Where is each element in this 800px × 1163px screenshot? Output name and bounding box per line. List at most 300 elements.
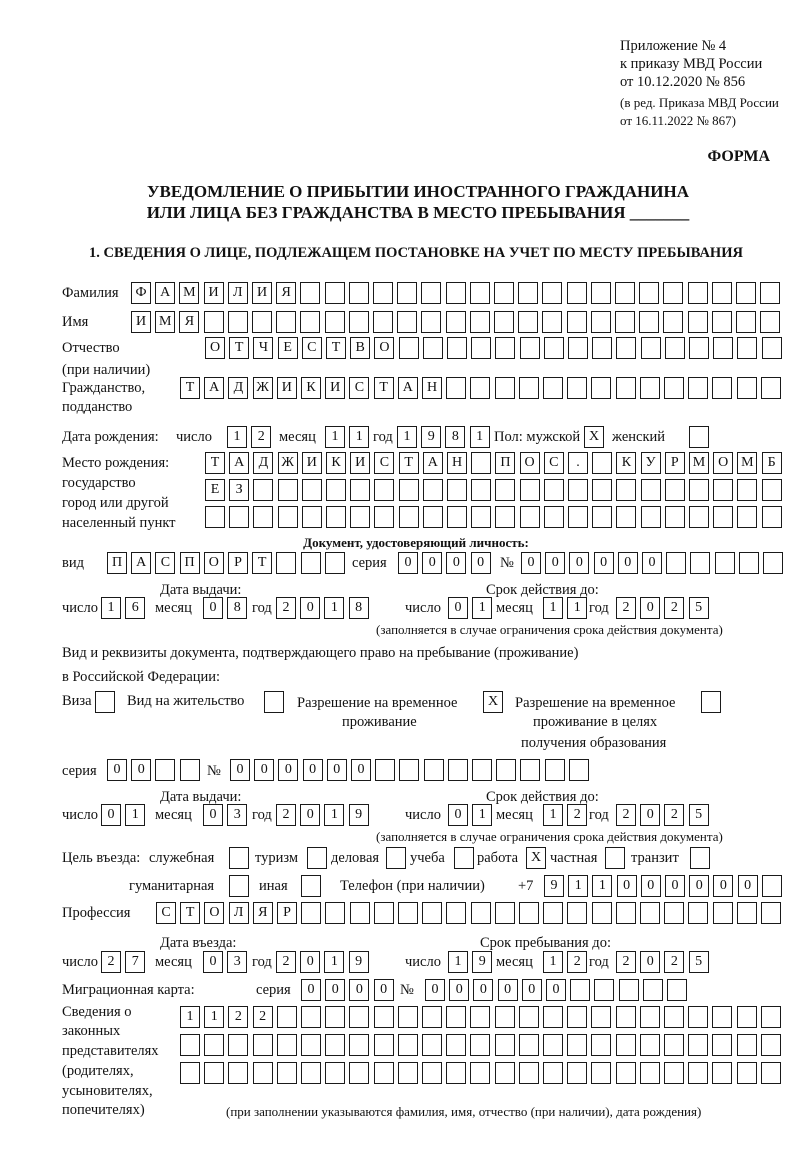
- name-cell[interactable]: [276, 311, 296, 333]
- profession-cell[interactable]: [471, 902, 491, 924]
- phone-cell[interactable]: 0: [689, 875, 709, 897]
- profession-cell[interactable]: [495, 902, 515, 924]
- birthplace-row3-cell[interactable]: [495, 506, 515, 528]
- year-cell[interactable]: 2: [276, 597, 296, 619]
- patronymic-cell[interactable]: [568, 337, 588, 359]
- representatives-row1-cell[interactable]: [495, 1006, 515, 1028]
- purpose-checkbox[interactable]: [690, 847, 710, 869]
- stay-doc-number-cell[interactable]: 0: [230, 759, 250, 781]
- birthplace-row1-cell[interactable]: К: [326, 452, 346, 474]
- representatives-row2-cell[interactable]: [325, 1034, 345, 1056]
- profession-cell[interactable]: [446, 902, 466, 924]
- migration-card-number-cell[interactable]: [570, 979, 590, 1001]
- citizenship-cell[interactable]: Т: [374, 377, 394, 399]
- profession-cell[interactable]: [422, 902, 442, 924]
- surname-cell[interactable]: И: [252, 282, 272, 304]
- representatives-row3-cell[interactable]: [495, 1062, 515, 1084]
- migration-card-series-cell[interactable]: 0: [349, 979, 369, 1001]
- citizenship-cell[interactable]: [470, 377, 490, 399]
- birthplace-row1-cell[interactable]: [592, 452, 612, 474]
- birthplace-row1-cell[interactable]: Б: [762, 452, 782, 474]
- migration-card-number-cell[interactable]: [667, 979, 687, 1001]
- day-cell[interactable]: 0: [101, 804, 121, 826]
- birthplace-row1-cell[interactable]: [471, 452, 491, 474]
- birthplace-row1-cell[interactable]: М: [737, 452, 757, 474]
- birthplace-row2-cell[interactable]: [495, 479, 515, 501]
- birth-day-cell[interactable]: 1: [227, 426, 247, 448]
- birthplace-row2-cell[interactable]: [641, 479, 661, 501]
- purpose-checkbox[interactable]: [229, 847, 249, 869]
- citizenship-cell[interactable]: Т: [180, 377, 200, 399]
- representatives-row1-cell[interactable]: [761, 1006, 781, 1028]
- citizenship-cell[interactable]: [664, 377, 684, 399]
- purpose-checkbox[interactable]: [301, 875, 321, 897]
- trp-checkbox[interactable]: X: [483, 691, 503, 713]
- birthplace-row1-cell[interactable]: О: [520, 452, 540, 474]
- citizenship-cell[interactable]: [761, 377, 781, 399]
- surname-cell[interactable]: [349, 282, 369, 304]
- id-doc-type-cell[interactable]: Т: [252, 552, 272, 574]
- migration-card-series-cell[interactable]: 0: [325, 979, 345, 1001]
- birthplace-row3-cell[interactable]: [544, 506, 564, 528]
- patronymic-cell[interactable]: [713, 337, 733, 359]
- representatives-row2-cell[interactable]: [204, 1034, 224, 1056]
- id-doc-series-cell[interactable]: 0: [471, 552, 491, 574]
- stay-doc-number-cell[interactable]: 0: [327, 759, 347, 781]
- phone-cell[interactable]: 0: [713, 875, 733, 897]
- representatives-row2-cell[interactable]: [470, 1034, 490, 1056]
- representatives-row1-cell[interactable]: [616, 1006, 636, 1028]
- birthplace-row2-cell[interactable]: Е: [205, 479, 225, 501]
- representatives-row2-cell[interactable]: [591, 1034, 611, 1056]
- year-cell[interactable]: 2: [664, 804, 684, 826]
- representatives-row2-cell[interactable]: [301, 1034, 321, 1056]
- citizenship-cell[interactable]: [446, 377, 466, 399]
- name-cell[interactable]: [325, 311, 345, 333]
- birthplace-row3-cell[interactable]: [423, 506, 443, 528]
- birthplace-row2-cell[interactable]: [471, 479, 491, 501]
- migration-card-series-cell[interactable]: 0: [374, 979, 394, 1001]
- month-cell[interactable]: 1: [543, 951, 563, 973]
- surname-cell[interactable]: Я: [276, 282, 296, 304]
- birthplace-row1-cell[interactable]: А: [229, 452, 249, 474]
- phone-cell[interactable]: 1: [568, 875, 588, 897]
- representatives-row3-cell[interactable]: [446, 1062, 466, 1084]
- citizenship-cell[interactable]: [591, 377, 611, 399]
- patronymic-cell[interactable]: [592, 337, 612, 359]
- migration-card-number-cell[interactable]: 0: [498, 979, 518, 1001]
- representatives-row3-cell[interactable]: [277, 1062, 297, 1084]
- representatives-row2-cell[interactable]: [495, 1034, 515, 1056]
- visa-checkbox[interactable]: [95, 691, 115, 713]
- stay-doc-series-cell[interactable]: [180, 759, 200, 781]
- representatives-row1-cell[interactable]: [737, 1006, 757, 1028]
- birthplace-row2-cell[interactable]: [520, 479, 540, 501]
- name-cell[interactable]: [591, 311, 611, 333]
- birthplace-row3-cell[interactable]: [641, 506, 661, 528]
- surname-cell[interactable]: [373, 282, 393, 304]
- profession-cell[interactable]: [713, 902, 733, 924]
- representatives-row2-cell[interactable]: [277, 1034, 297, 1056]
- stay-doc-number-cell[interactable]: 0: [254, 759, 274, 781]
- representatives-row2-cell[interactable]: [640, 1034, 660, 1056]
- purpose-checkbox[interactable]: [605, 847, 625, 869]
- year-cell[interactable]: 9: [349, 804, 369, 826]
- representatives-row3-cell[interactable]: [664, 1062, 684, 1084]
- sex-male-checkbox[interactable]: X: [584, 426, 604, 448]
- profession-cell[interactable]: [761, 902, 781, 924]
- name-cell[interactable]: [615, 311, 635, 333]
- surname-cell[interactable]: [470, 282, 490, 304]
- day-cell[interactable]: 1: [472, 597, 492, 619]
- birthplace-row3-cell[interactable]: [616, 506, 636, 528]
- representatives-row3-cell[interactable]: [712, 1062, 732, 1084]
- citizenship-cell[interactable]: [712, 377, 732, 399]
- birthplace-row3-cell[interactable]: [374, 506, 394, 528]
- profession-cell[interactable]: Т: [180, 902, 200, 924]
- birthplace-row2-cell[interactable]: [689, 479, 709, 501]
- surname-cell[interactable]: [542, 282, 562, 304]
- representatives-row3-cell[interactable]: [543, 1062, 563, 1084]
- citizenship-cell[interactable]: [688, 377, 708, 399]
- birth-year-cell[interactable]: 1: [470, 426, 490, 448]
- id-doc-number-cell[interactable]: 0: [569, 552, 589, 574]
- purpose-checkbox[interactable]: [386, 847, 406, 869]
- birthplace-row3-cell[interactable]: [253, 506, 273, 528]
- phone-cell[interactable]: 0: [641, 875, 661, 897]
- surname-cell[interactable]: [615, 282, 635, 304]
- id-doc-series-cell[interactable]: 0: [446, 552, 466, 574]
- birth-month-cell[interactable]: 1: [349, 426, 369, 448]
- year-cell[interactable]: 0: [300, 597, 320, 619]
- profession-cell[interactable]: [325, 902, 345, 924]
- id-doc-number-cell[interactable]: [666, 552, 686, 574]
- birthplace-row2-cell[interactable]: [350, 479, 370, 501]
- migration-card-series-cell[interactable]: 0: [301, 979, 321, 1001]
- representatives-row2-cell[interactable]: [543, 1034, 563, 1056]
- year-cell[interactable]: 5: [689, 804, 709, 826]
- profession-cell[interactable]: [592, 902, 612, 924]
- birthplace-row2-cell[interactable]: [762, 479, 782, 501]
- surname-cell[interactable]: [494, 282, 514, 304]
- stay-doc-number-cell[interactable]: [424, 759, 444, 781]
- birthplace-row3-cell[interactable]: [737, 506, 757, 528]
- surname-cell[interactable]: Л: [228, 282, 248, 304]
- purpose-checkbox[interactable]: [307, 847, 327, 869]
- representatives-row2-cell[interactable]: [664, 1034, 684, 1056]
- patronymic-cell[interactable]: Е: [278, 337, 298, 359]
- birthplace-row3-cell[interactable]: [520, 506, 540, 528]
- representatives-row2-cell[interactable]: [422, 1034, 442, 1056]
- representatives-row1-cell[interactable]: [374, 1006, 394, 1028]
- birthplace-row2-cell[interactable]: [592, 479, 612, 501]
- birthplace-row2-cell[interactable]: [423, 479, 443, 501]
- birth-day-cell[interactable]: 2: [251, 426, 271, 448]
- representatives-row3-cell[interactable]: [349, 1062, 369, 1084]
- birthplace-row2-cell[interactable]: [326, 479, 346, 501]
- birthplace-row1-cell[interactable]: И: [350, 452, 370, 474]
- representatives-row1-cell[interactable]: [277, 1006, 297, 1028]
- representatives-row1-cell[interactable]: [640, 1006, 660, 1028]
- day-cell[interactable]: 1: [448, 951, 468, 973]
- birthplace-row3-cell[interactable]: [665, 506, 685, 528]
- representatives-row3-cell[interactable]: [688, 1062, 708, 1084]
- month-cell[interactable]: 1: [567, 597, 587, 619]
- month-cell[interactable]: 3: [227, 951, 247, 973]
- surname-cell[interactable]: [518, 282, 538, 304]
- phone-cell[interactable]: 0: [738, 875, 758, 897]
- birthplace-row1-cell[interactable]: И: [302, 452, 322, 474]
- residence-checkbox[interactable]: [264, 691, 284, 713]
- representatives-row1-cell[interactable]: [446, 1006, 466, 1028]
- citizenship-cell[interactable]: Д: [228, 377, 248, 399]
- birthplace-row3-cell[interactable]: [713, 506, 733, 528]
- day-cell[interactable]: 6: [125, 597, 145, 619]
- year-cell[interactable]: 2: [276, 804, 296, 826]
- representatives-row1-cell[interactable]: 1: [204, 1006, 224, 1028]
- birthplace-row1-cell[interactable]: У: [641, 452, 661, 474]
- representatives-row2-cell[interactable]: [519, 1034, 539, 1056]
- id-doc-number-cell[interactable]: [715, 552, 735, 574]
- representatives-row1-cell[interactable]: [567, 1006, 587, 1028]
- birthplace-row1-cell[interactable]: Н: [447, 452, 467, 474]
- citizenship-cell[interactable]: С: [349, 377, 369, 399]
- birthplace-row3-cell[interactable]: [568, 506, 588, 528]
- id-doc-number-cell[interactable]: [690, 552, 710, 574]
- name-cell[interactable]: [300, 311, 320, 333]
- citizenship-cell[interactable]: [495, 377, 515, 399]
- representatives-row1-cell[interactable]: [301, 1006, 321, 1028]
- year-cell[interactable]: 1: [324, 951, 344, 973]
- birthplace-row1-cell[interactable]: Р: [665, 452, 685, 474]
- birthplace-row1-cell[interactable]: О: [713, 452, 733, 474]
- birthplace-row3-cell[interactable]: [447, 506, 467, 528]
- citizenship-cell[interactable]: И: [325, 377, 345, 399]
- day-cell[interactable]: 7: [125, 951, 145, 973]
- patronymic-cell[interactable]: В: [350, 337, 370, 359]
- patronymic-cell[interactable]: [447, 337, 467, 359]
- birthplace-row1-cell[interactable]: К: [616, 452, 636, 474]
- day-cell[interactable]: 0: [448, 804, 468, 826]
- stay-doc-number-cell[interactable]: [496, 759, 516, 781]
- name-cell[interactable]: [421, 311, 441, 333]
- citizenship-cell[interactable]: А: [204, 377, 224, 399]
- migration-card-number-cell[interactable]: [619, 979, 639, 1001]
- surname-cell[interactable]: А: [155, 282, 175, 304]
- patronymic-cell[interactable]: [495, 337, 515, 359]
- name-cell[interactable]: [204, 311, 224, 333]
- birthplace-row3-cell[interactable]: [471, 506, 491, 528]
- id-doc-number-cell[interactable]: 0: [618, 552, 638, 574]
- birthplace-row2-cell[interactable]: [665, 479, 685, 501]
- name-cell[interactable]: И: [131, 311, 151, 333]
- year-cell[interactable]: 2: [276, 951, 296, 973]
- representatives-row3-cell[interactable]: [591, 1062, 611, 1084]
- year-cell[interactable]: 2: [664, 597, 684, 619]
- representatives-row1-cell[interactable]: 2: [253, 1006, 273, 1028]
- year-cell[interactable]: 5: [689, 951, 709, 973]
- representatives-row3-cell[interactable]: [567, 1062, 587, 1084]
- citizenship-cell[interactable]: К: [301, 377, 321, 399]
- migration-card-number-cell[interactable]: 0: [522, 979, 542, 1001]
- representatives-row1-cell[interactable]: [325, 1006, 345, 1028]
- profession-cell[interactable]: С: [156, 902, 176, 924]
- id-doc-type-cell[interactable]: С: [155, 552, 175, 574]
- stay-doc-number-cell[interactable]: [520, 759, 540, 781]
- profession-cell[interactable]: [350, 902, 370, 924]
- surname-cell[interactable]: [688, 282, 708, 304]
- month-cell[interactable]: 3: [227, 804, 247, 826]
- birthplace-row3-cell[interactable]: [205, 506, 225, 528]
- surname-cell[interactable]: [567, 282, 587, 304]
- migration-card-number-cell[interactable]: 0: [449, 979, 469, 1001]
- profession-cell[interactable]: [301, 902, 321, 924]
- id-doc-number-cell[interactable]: 0: [594, 552, 614, 574]
- year-cell[interactable]: 0: [640, 951, 660, 973]
- profession-cell[interactable]: [567, 902, 587, 924]
- representatives-row2-cell[interactable]: [567, 1034, 587, 1056]
- id-doc-number-cell[interactable]: [763, 552, 783, 574]
- stay-doc-series-cell[interactable]: 0: [131, 759, 151, 781]
- birthplace-row2-cell[interactable]: [737, 479, 757, 501]
- representatives-row2-cell[interactable]: [398, 1034, 418, 1056]
- representatives-row2-cell[interactable]: [253, 1034, 273, 1056]
- name-cell[interactable]: [688, 311, 708, 333]
- representatives-row1-cell[interactable]: 1: [180, 1006, 200, 1028]
- birthplace-row1-cell[interactable]: С: [374, 452, 394, 474]
- day-cell[interactable]: 2: [101, 951, 121, 973]
- year-cell[interactable]: 2: [616, 951, 636, 973]
- profession-cell[interactable]: [519, 902, 539, 924]
- birthplace-row1-cell[interactable]: М: [689, 452, 709, 474]
- patronymic-cell[interactable]: О: [374, 337, 394, 359]
- year-cell[interactable]: 1: [324, 597, 344, 619]
- birthplace-row2-cell[interactable]: [302, 479, 322, 501]
- birthplace-row1-cell[interactable]: Т: [205, 452, 225, 474]
- stay-doc-number-cell[interactable]: [399, 759, 419, 781]
- id-doc-number-cell[interactable]: 0: [545, 552, 565, 574]
- representatives-row3-cell[interactable]: [325, 1062, 345, 1084]
- citizenship-cell[interactable]: Ж: [253, 377, 273, 399]
- day-cell[interactable]: 1: [472, 804, 492, 826]
- id-doc-type-cell[interactable]: Р: [228, 552, 248, 574]
- name-cell[interactable]: [252, 311, 272, 333]
- month-cell[interactable]: 1: [543, 804, 563, 826]
- profession-cell[interactable]: [543, 902, 563, 924]
- stay-doc-number-cell[interactable]: 0: [351, 759, 371, 781]
- representatives-row3-cell[interactable]: [640, 1062, 660, 1084]
- stay-doc-series-cell[interactable]: 0: [107, 759, 127, 781]
- purpose-checkbox[interactable]: [229, 875, 249, 897]
- patronymic-cell[interactable]: [471, 337, 491, 359]
- id-doc-type-cell[interactable]: [325, 552, 345, 574]
- stay-doc-number-cell[interactable]: [448, 759, 468, 781]
- surname-cell[interactable]: [300, 282, 320, 304]
- representatives-row3-cell[interactable]: [422, 1062, 442, 1084]
- surname-cell[interactable]: [663, 282, 683, 304]
- representatives-row2-cell[interactable]: [446, 1034, 466, 1056]
- month-cell[interactable]: 0: [203, 597, 223, 619]
- citizenship-cell[interactable]: Н: [422, 377, 442, 399]
- phone-cell[interactable]: 0: [617, 875, 637, 897]
- patronymic-cell[interactable]: [544, 337, 564, 359]
- representatives-row1-cell[interactable]: [591, 1006, 611, 1028]
- birthplace-row3-cell[interactable]: [326, 506, 346, 528]
- name-cell[interactable]: [736, 311, 756, 333]
- representatives-row1-cell[interactable]: [398, 1006, 418, 1028]
- year-cell[interactable]: 0: [300, 951, 320, 973]
- representatives-row2-cell[interactable]: [712, 1034, 732, 1056]
- patronymic-cell[interactable]: С: [302, 337, 322, 359]
- birth-year-cell[interactable]: 8: [445, 426, 465, 448]
- month-cell[interactable]: 8: [227, 597, 247, 619]
- surname-cell[interactable]: И: [204, 282, 224, 304]
- birthplace-row3-cell[interactable]: [278, 506, 298, 528]
- month-cell[interactable]: 0: [203, 804, 223, 826]
- surname-cell[interactable]: Ф: [131, 282, 151, 304]
- birthplace-row3-cell[interactable]: [689, 506, 709, 528]
- stay-doc-number-cell[interactable]: [545, 759, 565, 781]
- year-cell[interactable]: 2: [616, 597, 636, 619]
- citizenship-cell[interactable]: [737, 377, 757, 399]
- phone-cell[interactable]: 0: [665, 875, 685, 897]
- representatives-row1-cell[interactable]: [349, 1006, 369, 1028]
- name-cell[interactable]: [373, 311, 393, 333]
- stay-doc-series-cell[interactable]: [155, 759, 175, 781]
- representatives-row2-cell[interactable]: [688, 1034, 708, 1056]
- birthplace-row1-cell[interactable]: Т: [399, 452, 419, 474]
- profession-cell[interactable]: [616, 902, 636, 924]
- representatives-row2-cell[interactable]: [616, 1034, 636, 1056]
- id-doc-series-cell[interactable]: 0: [422, 552, 442, 574]
- id-doc-type-cell[interactable]: А: [131, 552, 151, 574]
- surname-cell[interactable]: [421, 282, 441, 304]
- representatives-row3-cell[interactable]: [301, 1062, 321, 1084]
- month-cell[interactable]: 0: [203, 951, 223, 973]
- birthplace-row1-cell[interactable]: Ж: [278, 452, 298, 474]
- stay-doc-number-cell[interactable]: [375, 759, 395, 781]
- patronymic-cell[interactable]: [665, 337, 685, 359]
- name-cell[interactable]: [494, 311, 514, 333]
- birthplace-row1-cell[interactable]: С: [544, 452, 564, 474]
- id-doc-type-cell[interactable]: П: [180, 552, 200, 574]
- representatives-row2-cell[interactable]: [180, 1034, 200, 1056]
- representatives-row3-cell[interactable]: [470, 1062, 490, 1084]
- year-cell[interactable]: 0: [640, 804, 660, 826]
- representatives-row2-cell[interactable]: [761, 1034, 781, 1056]
- birthplace-row2-cell[interactable]: [544, 479, 564, 501]
- id-doc-number-cell[interactable]: 0: [521, 552, 541, 574]
- patronymic-cell[interactable]: [423, 337, 443, 359]
- name-cell[interactable]: [760, 311, 780, 333]
- representatives-row1-cell[interactable]: [470, 1006, 490, 1028]
- id-doc-type-cell[interactable]: [276, 552, 296, 574]
- migration-card-number-cell[interactable]: 0: [546, 979, 566, 1001]
- patronymic-cell[interactable]: Ч: [253, 337, 273, 359]
- birthplace-row3-cell[interactable]: [399, 506, 419, 528]
- year-cell[interactable]: 9: [349, 951, 369, 973]
- citizenship-cell[interactable]: [519, 377, 539, 399]
- birth-month-cell[interactable]: 1: [325, 426, 345, 448]
- birthplace-row1-cell[interactable]: А: [423, 452, 443, 474]
- birthplace-row3-cell[interactable]: [302, 506, 322, 528]
- representatives-row2-cell[interactable]: [228, 1034, 248, 1056]
- representatives-row3-cell[interactable]: [253, 1062, 273, 1084]
- birthplace-row1-cell[interactable]: .: [568, 452, 588, 474]
- birthplace-row2-cell[interactable]: [253, 479, 273, 501]
- profession-cell[interactable]: [664, 902, 684, 924]
- citizenship-cell[interactable]: [616, 377, 636, 399]
